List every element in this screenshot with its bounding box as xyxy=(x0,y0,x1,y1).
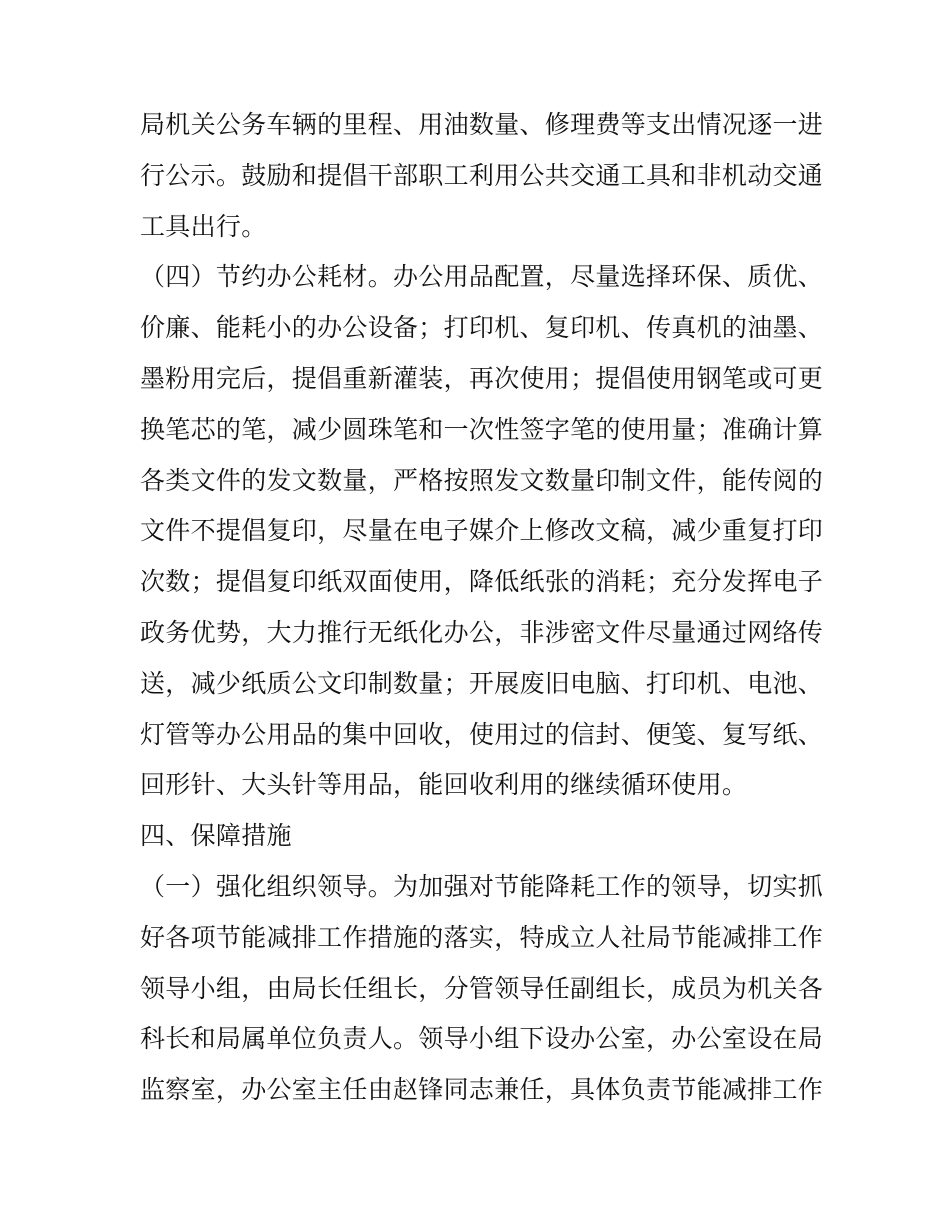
text-line: 灯管等办公用品的集中回收，使用过的信封、便笺、复写纸、 xyxy=(140,719,824,749)
text-line: 文件不提倡复印，尽量在电子媒介上修改文稿，减少重复打印 xyxy=(140,516,824,546)
text-line: 政务优势，大力推行无纸化办公，非涉密文件尽量通过网络传 xyxy=(140,617,824,647)
text-line: 各类文件的发文数量，严格按照发文数量印制文件，能传阅的 xyxy=(140,465,824,495)
text-line: 领导小组，由局长任组长，分管领导任副组长，成员为机关各 xyxy=(140,973,824,1003)
text-line: 好各项节能减排工作措施的落实，特成立人社局节能减排工作 xyxy=(140,922,824,952)
text-line: 监察室，办公室主任由赵锋同志兼任，具体负责节能减排工作 xyxy=(140,1075,824,1105)
text-line: 送，减少纸质公文印制数量；开展废旧电脑、打印机、电池、 xyxy=(140,668,824,698)
text-line: 换笔芯的笔，减少圆珠笔和一次性签字笔的使用量；准确计算 xyxy=(140,414,824,444)
document-body xyxy=(140,100,824,1116)
text-line: 科长和局属单位负责人。领导小组下设办公室，办公室设在局 xyxy=(140,1024,824,1054)
text-line: （一）强化组织领导。为加强对节能降耗工作的领导，切实抓 xyxy=(140,871,824,901)
text-line: 局机关公务车辆的里程、用油数量、修理费等支出情况逐一进 xyxy=(140,110,824,139)
text-line: 工具出行。 xyxy=(140,211,267,241)
text-line: （四）节约办公耗材。办公用品配置，尽量选择环保、质优、 xyxy=(140,262,824,292)
section-heading: 四、保障措施 xyxy=(140,821,292,851)
text-line: 次数；提倡复印纸双面使用，降低纸张的消耗；充分发挥电子 xyxy=(140,567,824,597)
text-line: 回形针、大头针等用品，能回收利用的继续循环使用。 xyxy=(140,770,748,800)
text-line: 墨粉用完后，提倡重新灌装，再次使用；提倡使用钢笔或可更 xyxy=(140,363,824,393)
text-line: 价廉、能耗小的办公设备；打印机、复印机、传真机的油墨、 xyxy=(140,313,824,343)
text-line: 行公示。鼓励和提倡干部职工利用公共交通工具和非机动交通 xyxy=(140,160,824,190)
